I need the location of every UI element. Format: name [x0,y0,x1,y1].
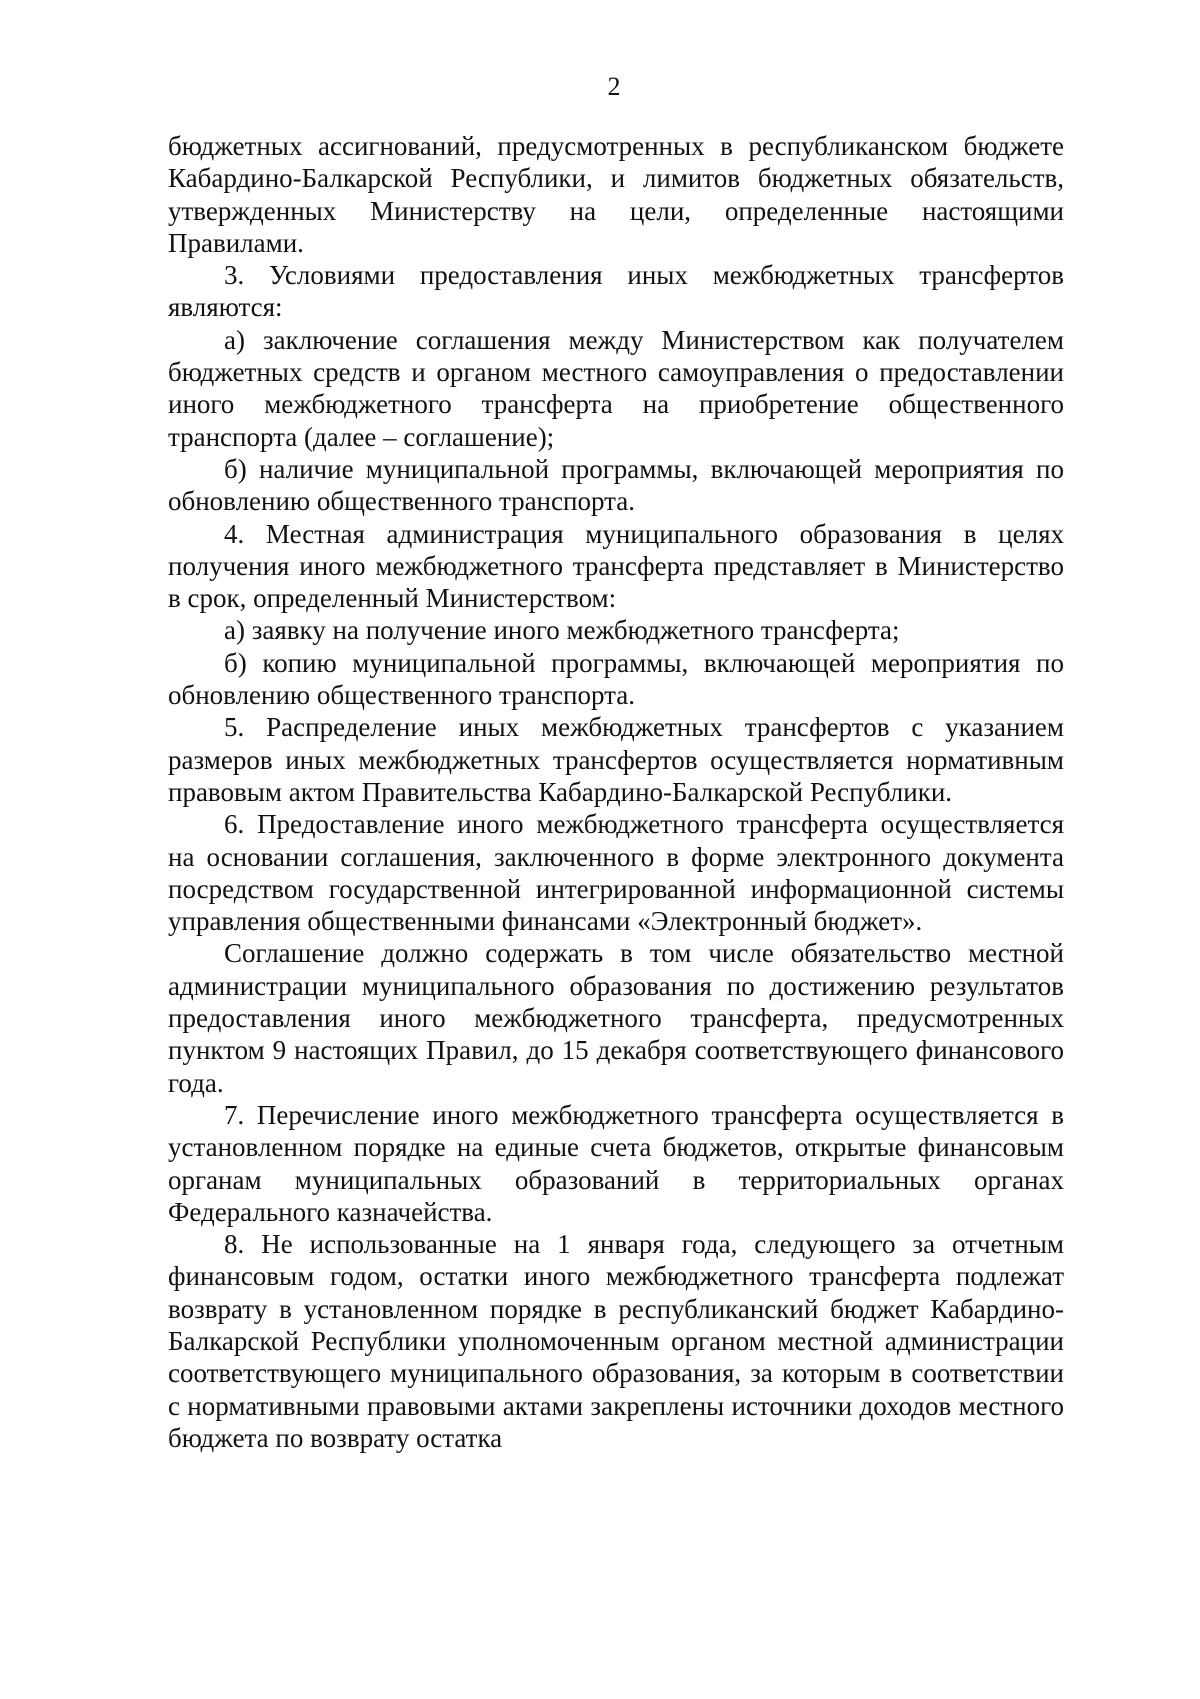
paragraph-clause-4b: б) копию муниципальной программы, включающей мероприятия по обновлению общественного транспорта. [168,647,1064,711]
paragraph-clause-3: 3. Условиями предоставления иных межбюджетных трансфертов являются: [168,260,1064,323]
document-body [168,130,1064,1454]
page-number: 2 [607,72,621,101]
paragraph-clause-3a: а) заключение соглашения между Министерством как получателем бюджетных средств и органом местного самоуправления о предоставлении иного межбюджетного трансферта на приобретение общественного транспорта (далее – соглашение); [168,324,1064,452]
paragraph-clause-7: 7. Перечисление иного межбюджетного трансферта осуществляется в установленном порядке на единые счета бюджетов, открытые финансовым органам муниципальных образований в территориальных органах Федерального казначейства. [168,1099,1064,1227]
paragraph-clause-3b: б) наличие муниципальной программы, включающей мероприятия по обновлению общественного транспорта. [168,453,1064,517]
paragraph-clause-6-agreement: Соглашение должно содержать в том числе обязательство местной администрации муниципального образования по достижению результатов предоставления иного межбюджетного трансферта, предусмотренных пунктом 9 настоящих Правил, до 15 декабря соответствующего финансового года. [168,938,1064,1098]
paragraph-clause-8: 8. Не использованные на 1 января года, следующего за отчетным финансовым годом, остатки иного межбюджетного трансферта подлежат возврату в установленном порядке в республиканский бюджет Кабардино-Балкарской Республики уполномоченным органом местной администрации соответствующего муниципального образования, за которым в соответствии с нормативными правовыми актами закреплены источники доходов местного бюджета по возврату остатка [168,1229,1064,1453]
paragraph-continuation: бюджетных ассигнований, предусмотренных в республиканском бюджете Кабардино-Балкарской Республики, и лимитов бюджетных обязательств, утвержденных Министерству на цели, определенные настоящими Правилами. [168,131,1064,258]
paragraph-clause-4a: а) заявку на получение иного межбюджетного трансферта; [224,615,900,646]
paragraph-clause-6: 6. Предоставление иного межбюджетного трансферта осуществляется на основании соглашения, заключенного в форме электронного документа посредством государственной интегрированной информационной системы управления общественными финансами «Электронный бюджет». [168,809,1064,937]
paragraph-clause-5: 5. Распределение иных межбюджетных трансфертов с указанием размеров иных межбюджетных трансфертов осуществляется нормативным правовым актом Правительства Кабардино-Балкарской Республики. [168,712,1064,807]
paragraph-clause-4: 4. Местная администрация муниципального образования в целях получения иного межбюджетного трансферта представляет в Министерство в срок, определенный Министерством: [168,518,1064,614]
